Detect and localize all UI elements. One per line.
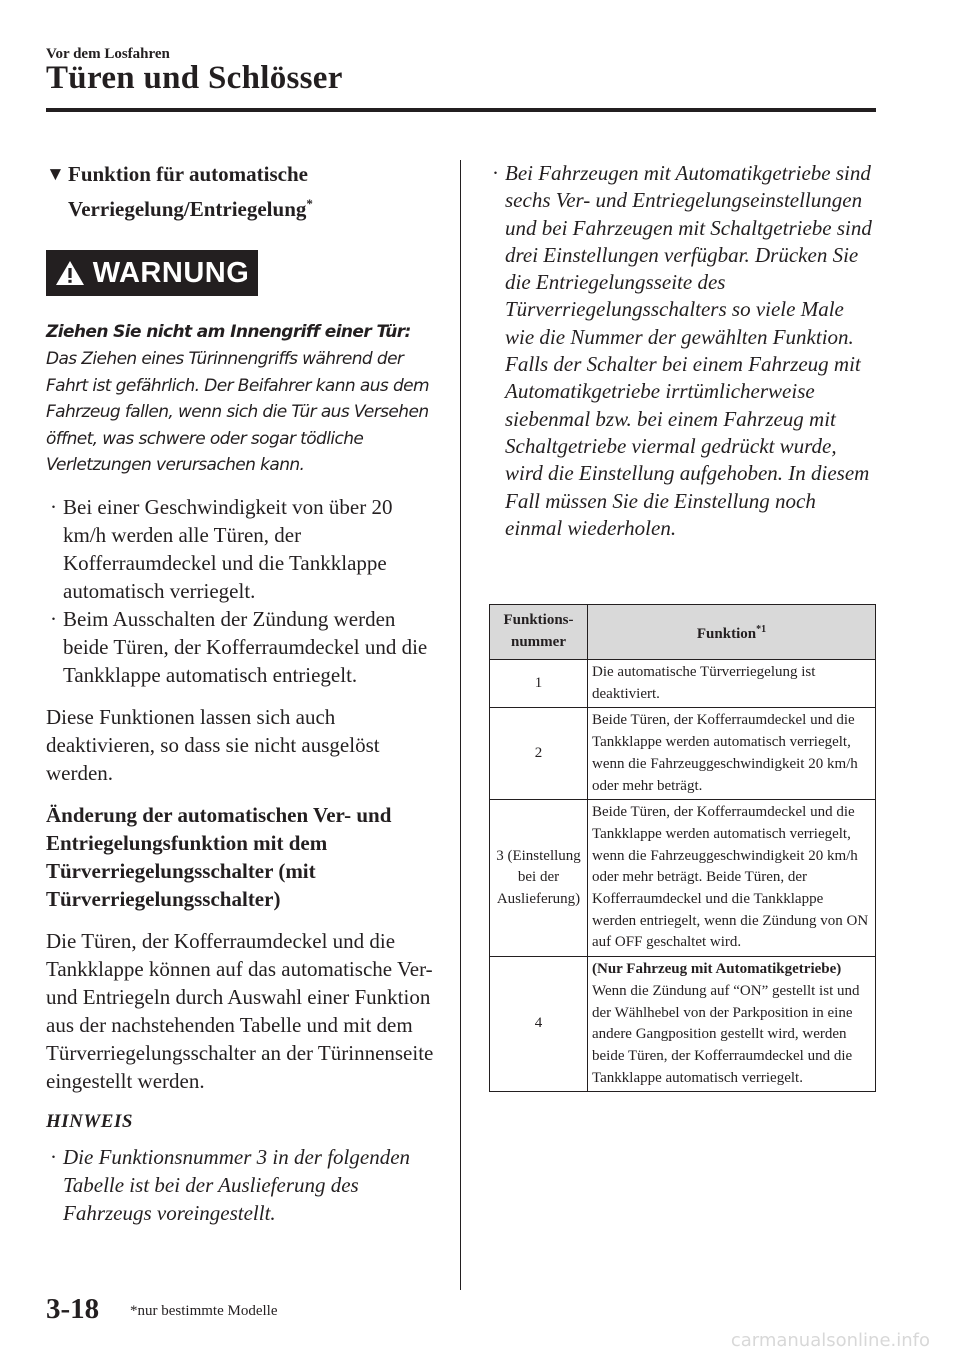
function-table (489, 604, 876, 1092)
list-item (46, 605, 436, 689)
warning-text: Das Ziehen eines Türinnengriffs während der Fahrt ist gefährlich. Der Beifahrer kann aus dem Fahrzeug fallen, wenn sich die Tür aus Versehen öffnet, was schwere oder sogar tödliche Verletzungen verursachen kann. (46, 349, 429, 475)
section-heading: Änderung der automatischen Ver- und Entriegelungsfunktion mit dem Türverriegelungsschalter (mit Türverriegelungsschalter) (46, 802, 392, 911)
note-item-text: Bei Fahrzeugen mit Automatikgetriebe sind sechs Ver- und Entriegelungseinstellungen und bei Fahrzeugen mit Schaltgetriebe sind drei Einstellungen verfügbar. Drücken Sie die Entriegelungsseite des Türverriegelungsschalters so viele Male wie die Nummer der gewählten Funktion. Falls der Schalter bei einem Fahrzeug mit Automatikgetriebe irrtümlicherweise siebenmal bzw. bei einem Fahrzeug mit Schaltgetriebe viermal gedrückt wurde, wird die Einstellung aufgehoben. In diesem Fall müssen Sie die Einstellung noch einmal wiederholen. (505, 161, 872, 540)
warning-box (46, 250, 258, 296)
table-header-marker: *1 (756, 623, 767, 635)
table-row (490, 957, 876, 1092)
paragraph: Diese Funktionen lassen sich auch deaktivieren, so dass sie nicht ausgelöst werden. (46, 704, 380, 785)
table-cell-description: Die automatische Türverriegelung ist deaktiviert. (588, 660, 876, 708)
table-header-function-text: Funktion (696, 625, 757, 642)
watermark: carmanualsonline.info (730, 1330, 930, 1351)
right-column (488, 160, 878, 542)
title-rule (46, 108, 876, 112)
table-cell-number: 4 (490, 957, 588, 1092)
footnote: *nur bestimmte Modelle (130, 1303, 278, 1319)
table-cell-description (588, 957, 876, 1092)
warning-label: WARNUNG (92, 256, 250, 289)
table-cell-description: Beide Türen, der Kofferraumdeckel und die Tankklappe werden automatisch verriegelt, wenn die Fahrzeuggeschwindigkeit 20 km/h oder mehr beträgt. (588, 708, 876, 800)
list-item (46, 493, 436, 605)
note-item (46, 1143, 436, 1227)
bullet-icon: · (492, 161, 499, 185)
note-item (488, 160, 878, 542)
bullet-icon: · (50, 494, 57, 519)
table-cell-number: 1 (490, 660, 588, 708)
table-cell-bold-note: (Nur Fahrzeug mit Automatikgetriebe) (592, 961, 842, 978)
table-cell-description: Beide Türen, der Kofferraumdeckel und die Tankklappe werden automatisch verriegelt, wenn die Fahrzeuggeschwindigkeit 20 km/h oder mehr beträgt. Beide Türen, der Kofferraumdeckel und die Tankklappe werden entriegelt, wenn die Zündung von ON auf OFF geschaltet wird. (588, 800, 876, 957)
table-header-function (588, 605, 876, 660)
paragraph: Die Türen, der Kofferraumdeckel und die Tankklappe können auf das automatische Ver- und Entriegeln durch Auswahl einer Funktion aus der nachstehenden Tabelle und mit dem Türverriegelungsschalter an der Türinnenseite eingestellt werden. (46, 928, 434, 1093)
bullet-icon: · (50, 1144, 57, 1169)
warning-icon (55, 260, 85, 286)
sub-heading-text: Funktion für automatische Verriegelung/Entriegelung (68, 162, 308, 221)
note-label: HINWEIS (46, 1110, 133, 1132)
table-header-row (490, 605, 876, 660)
table-cell-number: 3 (Einstellung bei der Auslieferung) (490, 800, 588, 957)
table-row (490, 800, 876, 957)
table-header-number: Funktions-nummer (490, 605, 588, 660)
table-cell-text: Wenn die Zündung auf “ON” gestellt ist und der Wählhebel von der Parkposition in eine andere Gangposition gestellt wird, werden beide Türen, der Kofferraumdeckel und die Tankklappe automatisch verriegelt. (592, 982, 860, 1086)
table-row (490, 708, 876, 800)
bullet-list (46, 493, 436, 689)
page-title: Türen und Schlösser (46, 60, 343, 96)
note-item-text: Die Funktionsnummer 3 in der folgenden Tabelle ist bei der Auslieferung des Fahrzeugs voreingestellt. (63, 1144, 411, 1225)
page-number: 3-18 (46, 1293, 100, 1325)
list-item-text: Beim Ausschalten der Zündung werden beide Türen, der Kofferraumdeckel und die Tankklappe automatisch entriegelt. (63, 606, 428, 687)
left-column (46, 160, 436, 1227)
triangle-down-icon: ▼ (46, 164, 65, 185)
section-label: Vor dem Losfahren (46, 46, 170, 62)
table-row (490, 660, 876, 708)
sub-heading-marker: * (306, 196, 313, 211)
bullet-icon: · (50, 606, 57, 631)
column-divider (460, 160, 461, 1290)
sub-heading (46, 160, 436, 224)
table-cell-number: 2 (490, 708, 588, 800)
warning-title: Ziehen Sie nicht am Innengriff einer Tür: (46, 322, 411, 342)
list-item-text: Bei einer Geschwindigkeit von über 20 km/h werden alle Türen, der Kofferraumdeckel und die Tankklappe automatisch verriegelt. (63, 494, 393, 603)
